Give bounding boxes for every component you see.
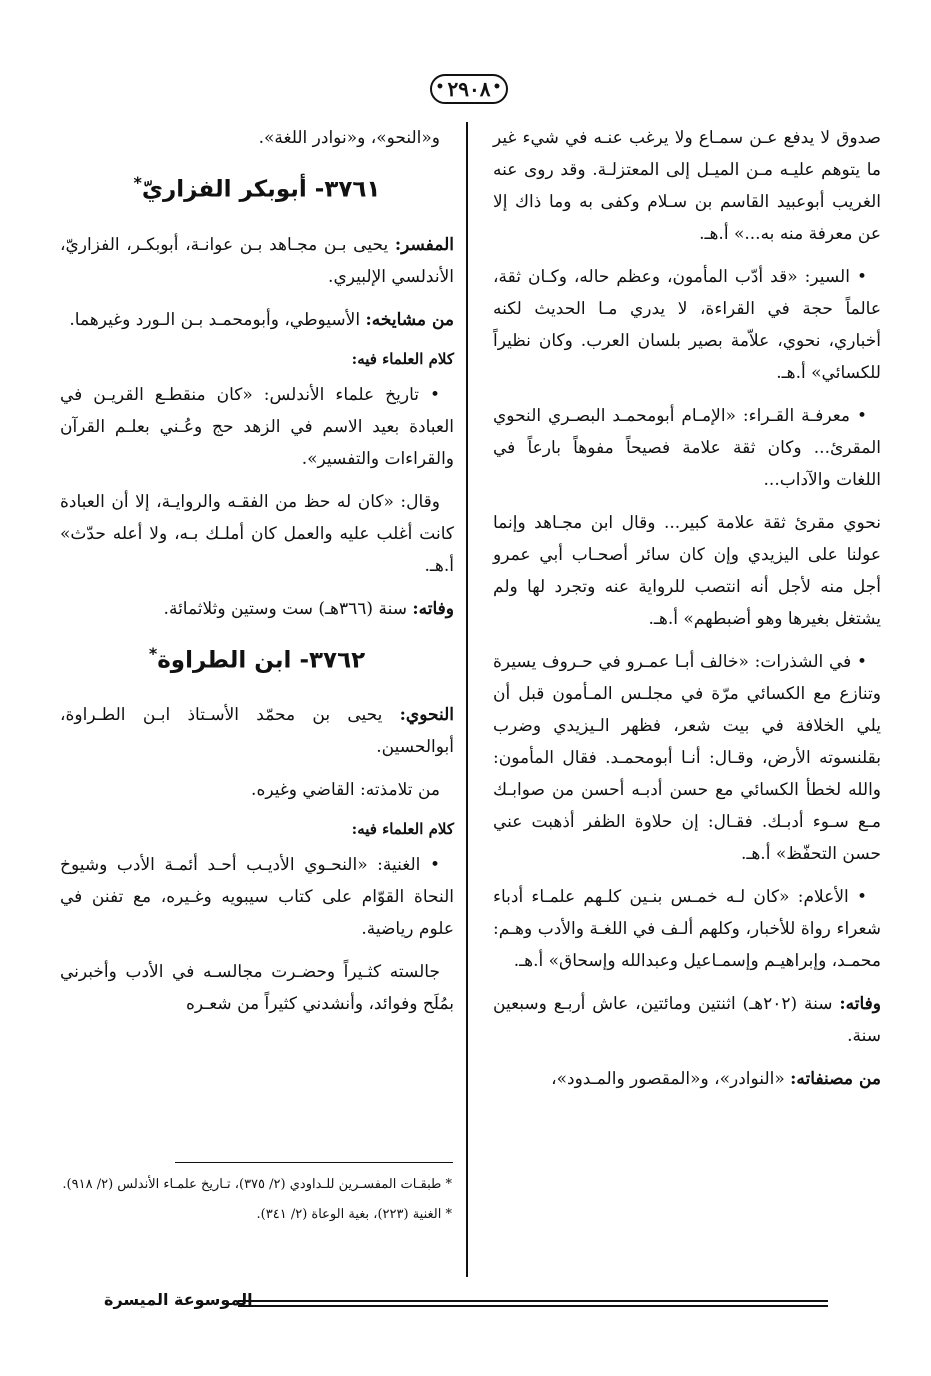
entry-title: [60, 637, 454, 678]
entry-title-text: ٣٧٦٢- ابن الطراوة: [157, 647, 366, 674]
teachers-paragraph: [60, 304, 454, 336]
page-number-text: • ٢٩٠٨ •: [430, 74, 509, 104]
grammarian-text: يحيى بن محمّد الأسـتاذ ابـن الطـراوة، أبوالحسين.: [60, 705, 454, 758]
left-column: [60, 122, 454, 1031]
footer-rule: [238, 1300, 828, 1302]
footnotes: [60, 1172, 452, 1232]
grammarian-term: النحوي:: [399, 705, 454, 726]
works-paragraph: [493, 1063, 881, 1095]
paragraph: نحوي مقرئ ثقة علامة كبير... وقال ابن مجـاهد وإنما عولنا على اليزيدي وإن كان سائر أصحـاب أبي عمرو أجل منه لأجل أنه انتصب للرواية عنه وتجرد لها ولم يشتغل بغيرها وهو أضبطهم» أ.هـ.: [493, 513, 881, 629]
paragraph: • معرفـة القـراء: «الإمـام أبومحمـد البصـري النحوي المقرئ... وكان ثقة علامة فصيحاً مفوهاً بارعاً في اللغات والآداب...: [493, 406, 881, 490]
students-paragraph: من تلامذته: القاضي وغيره.: [251, 780, 440, 801]
quote: • تاريخ علماء الأندلس: «كان منقطـع القريـن في العبادة بعيد الاسم في الزهد حج وعُـني بعلـم القرآن والقراءات والتفسير».: [60, 384, 454, 469]
teachers-text: الأسيوطي، وأبومحمـد بـن الـورد وغيرهما.: [69, 309, 366, 330]
paragraph: صدوق لا يدفع عـن سمـاع ولا يرغب عنـه في شيء غير ما يتوهم عليـه مـن الميـل إلى المعتزلـة. وقد روى عنه الغريب أبوعبيد القاسم بن سـلام وكفى به وما ذاك إلا عن معرفة منه به...» أ.هـ.: [493, 128, 881, 244]
death-term: وفاته:: [412, 598, 454, 619]
footnote: * طبقـات المفسـرين للـداودي (٢/ ٣٧٥)، تـاريخ علمـاء الأندلس (٢/ ٩١٨).: [62, 1177, 452, 1192]
quote: • الغنية: «النحـوي الأديـب أحـد أئمـة الأدب وشيوخ النحاة القوّام على كتاب سيبويه وغـيره، مع تفنن في علوم رياضية.: [60, 855, 454, 940]
entry-title-text: ٣٧٦١- أبوبكر الفزاريّ: [141, 176, 381, 203]
mufassir-term: المفسر:: [394, 234, 454, 255]
scholars-heading: كلام العلماء فيه:: [351, 820, 454, 839]
quote: جالسته كثـيراً وحضـرت مجالسـه في الأدب وأخبرني بمُلَح وفوائد، وأنشدني كثيراً من شعـره: [60, 962, 454, 1015]
footnote-rule: [175, 1162, 453, 1163]
death-text: سنة (٢٠٢هـ) اثنتين ومائتين، عاش أربـع وسبعين سنة.: [493, 994, 881, 1046]
footnote-star: *: [133, 173, 142, 192]
footnote-star: *: [148, 643, 158, 663]
footer-rule: [238, 1305, 828, 1307]
works-term: من مصنفاته:: [790, 1069, 881, 1089]
quote: وقال: «كان له حظ من الفقـه والروايـة، إلا أن العبادة كانت أغلب عليه والعمل كان أملـك بـه، ولا أعله حدّث» أ.هـ.: [60, 491, 454, 576]
page-number: [420, 74, 518, 108]
column-divider: [466, 122, 468, 1277]
paragraph: • في الشذرات: «خالف أبـا عمـرو في حـروف يسيرة وتنازع مع الكسائي مرّة في مجلـس المـأمون قبل أن يلي الخلافة في بيت شعر، فظهر الـيزيدي وضرب بقلنسوته الأرض، وقـال: أنـا أبومحمـد. فقال المأمون: والله لخطأ الكسائي مع حسن أدبـه أحسن من صوابـك مـع سـوء أدبـك. فقـال: إن حلاوة الظفر أذهبت عني حسن التحفّظ» أ.هـ.: [493, 652, 881, 864]
death-paragraph: [493, 988, 881, 1052]
footnote: * الغنية (٢٢٣)، بغية الوعاة (٢/ ٣٤١).: [256, 1207, 452, 1222]
right-column: [493, 122, 881, 1106]
death-term: وفاته:: [839, 994, 881, 1014]
mufassir-paragraph: [60, 229, 454, 293]
paragraph: • الأعلام: «كان لـه خمـس بنـين كلـهم علمـاء أدباء شعراء رواة للأخبار، وكلهم ألـف في اللغـة والأدب وهـم: محمـد، وإبراهيـم وإسمـاعيل وعبدالله وإسحاق» أ.هـ.: [493, 887, 881, 971]
entry-title: [60, 166, 454, 207]
continuation-text: و«النحو»، و«نوادر اللغة».: [258, 128, 440, 148]
works-text: «النوادر»، و«المقصور والمـدود»،: [551, 1069, 791, 1089]
footer-brand: الموسوعة الميسرة: [104, 1290, 253, 1309]
scholars-heading: كلام العلماء فيه:: [351, 349, 454, 368]
death-text: سنة (٣٦٦هـ) ست وستين وثلاثمائة.: [163, 598, 413, 619]
mufassir-text: يحيى بـن مجـاهد بـن عوانـة، أبوبكـر، الفزاريّ، الأندلسي الإلبيري.: [60, 234, 454, 287]
death-paragraph: [60, 593, 454, 625]
paragraph: • السير: «قد أدّب المأمون، وعظم حاله، وكـان ثقة، عالماً حجة في القراءة، لا يدري مـا الحديث لكنه أخباري، نحوي، علاّمة بصير بلسان العرب. وكان نظيراً للكسائي» أ.هـ.: [493, 267, 881, 383]
grammarian-paragraph: [60, 699, 454, 763]
teachers-term: من مشايخه:: [365, 309, 454, 330]
